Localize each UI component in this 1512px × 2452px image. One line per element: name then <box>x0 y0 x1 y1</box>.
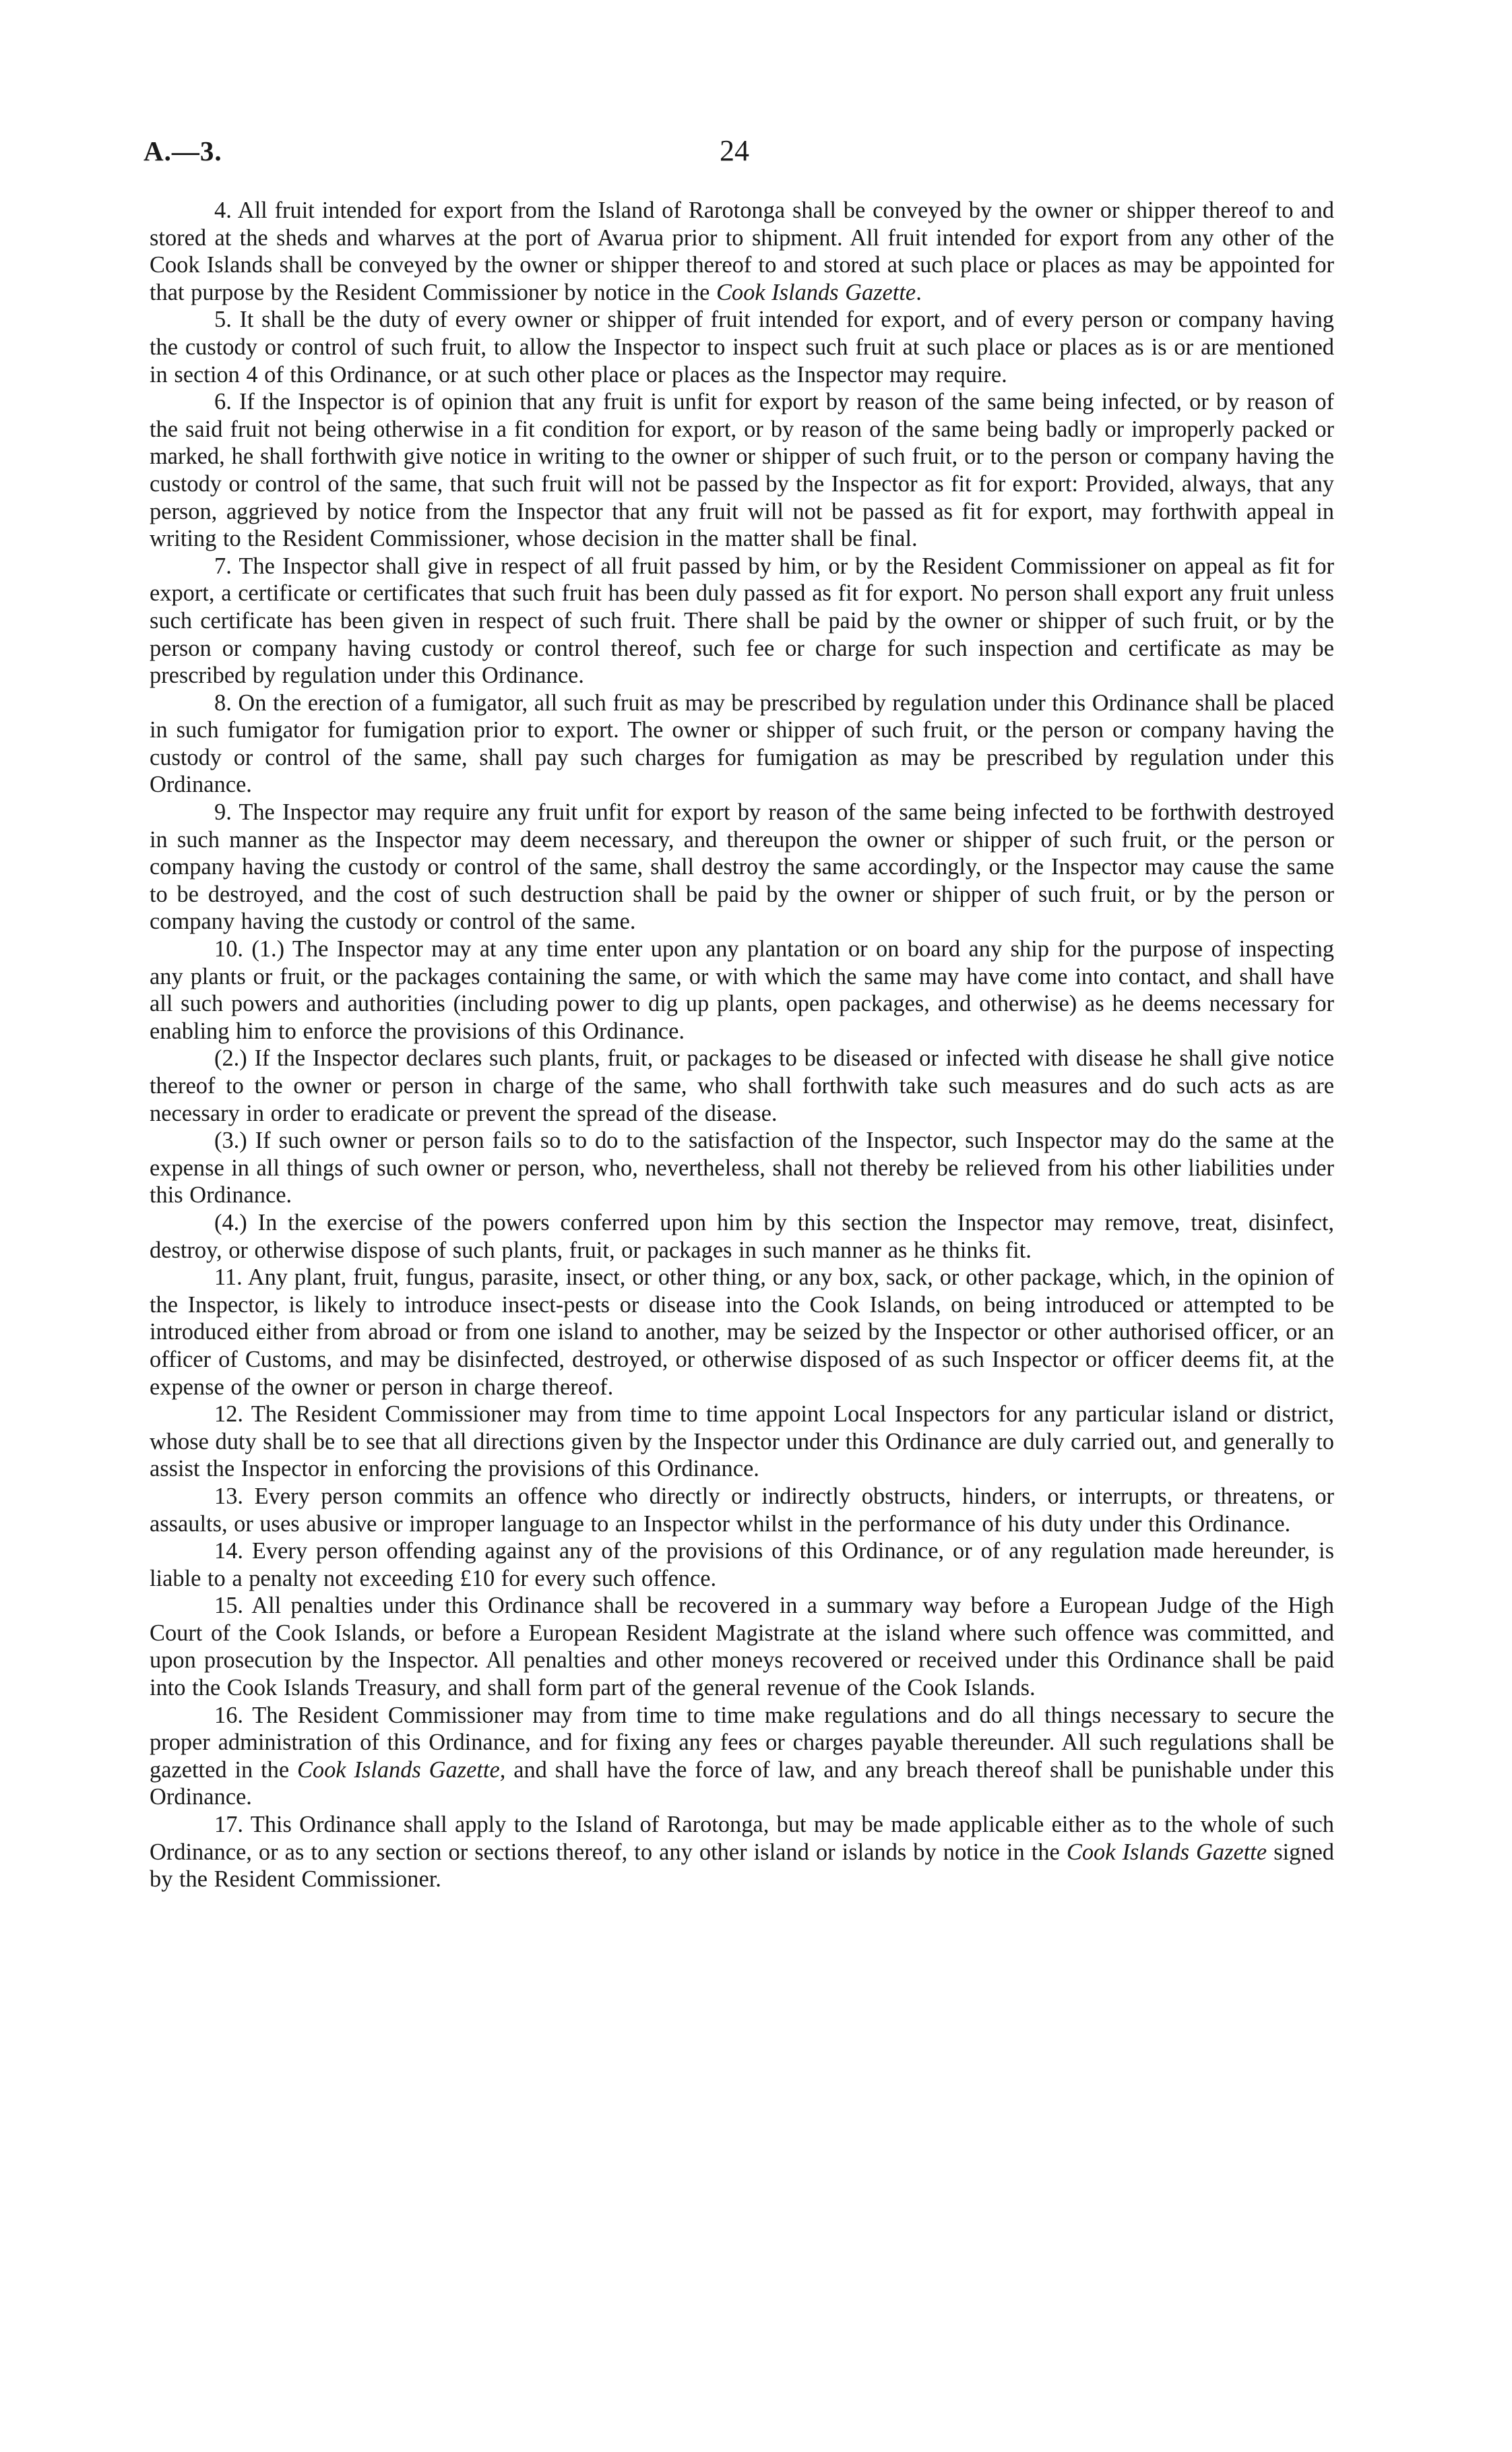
section-4-end: . <box>916 279 922 305</box>
section-13: 13. Every person commits an offence who directly or indirectly obstructs, hinders, or interrupts, or threatens, or assaults, or uses abusive or improper language to an Inspector whilst in the performance of his duty under this Ordinance. <box>150 1483 1334 1537</box>
section-17 <box>150 1811 1334 1893</box>
section-16 <box>150 1702 1334 1811</box>
ordinance-text <box>150 197 1334 1893</box>
section-12: 12. The Resident Commissioner may from time to time appoint Local Inspectors for any particular island or district, whose duty shall be to see that all directions given by the Inspector under this Ordinance are duly carried out, and generally to assist the Inspector in enforcing the provisions of this Ordinance. <box>150 1401 1334 1482</box>
section-9: 9. The Inspector may require any fruit unfit for export by reason of the same being infected to be forthwith destroyed in such manner as the Inspector may deem necessary, and thereupon the owner or shipper of such fruit, or the person or company having the custody or control of the same, shall destroy the same accordingly, or the Inspector may cause the same to be destroyed, and the cost of such destruction shall be paid by the owner or shipper of such fruit, or by the person or company having the custody or control of the same. <box>150 799 1334 935</box>
gazette-title: Cook Islands Gazette <box>1066 1839 1267 1865</box>
section-10-1: 10. (1.) The Inspector may at any time enter upon any plantation or on board any ship for the purpose of inspecting any plants or fruit, or the packages containing the same, or with which the same may have come into contact, and shall have all such powers and authorities (including power to dig up plants, open packages, and otherwise) as he deems necessary for enabling him to enforce the provisions of this Ordinance. <box>150 936 1334 1044</box>
gazette-title: Cook Islands Gazette, <box>296 1756 506 1783</box>
section-7: 7. The Inspector shall give in respect of all fruit passed by him, or by the Resident Commissioner on appeal as fit for export, a certificate or certificates that such fruit has been duly passed as fit for export. No person shall export any fruit unless such certificate has been given in respect of such fruit. There shall be paid by the owner or shipper of such fruit, or by the person or company having custody or control thereof, such fee or charge for such inspection and certificate as may be prescribed by regulation under this Ordinance. <box>150 553 1334 689</box>
section-4-text: 4. All fruit intended for export from the Island of Rarotonga shall be conveyed by the owner or shipper thereof to and stored at the sheds and wharves at the port of Avarua prior to shipment. All fruit intended for export from any other of the Cook Islands shall be conveyed by the owner or shipper thereof to and stored at such place or places as may be appointed for that purpose by the Resident Commissioner by notice in the <box>150 197 1334 305</box>
section-16-end: and shall have the force of law, and any breach thereof shall be punishable under this Ordinance. <box>150 1756 1334 1810</box>
section-4 <box>150 197 1334 306</box>
section-17-text: 17. This Ordinance shall apply to the Island of Rarotonga, but may be made applicable either as to the whole of such Ordinance, or as to any section or sections thereof, to any other island or islands by notice in the <box>150 1812 1334 1865</box>
gazette-title: Cook Islands Gazette <box>716 279 916 305</box>
section-14: 14. Every person offending against any of the provisions of this Ordinance, or of any regulation made hereunder, is liable to a penalty not exceeding £10 for every such offence. <box>150 1538 1334 1591</box>
section-5: 5. It shall be the duty of every owner or shipper of fruit intended for export, and of every person or company having the custody or control of such fruit, to allow the Inspector to inspect such fruit at such place or places as is or are mentioned in section 4 of this Ordinance, or at such other place or places as the Inspector may require. <box>150 307 1334 388</box>
section-10-4: (4.) In the exercise of the powers conferred upon him by this section the Inspector may remove, treat, disinfect, destroy, or otherwise dispose of such plants, fruit, or packages in such manner as he thinks fit. <box>150 1209 1334 1263</box>
section-15: 15. All penalties under this Ordinance shall be recovered in a summary way before a European Judge of the High Court of the Cook Islands, or before a European Resident Magistrate at the island where such offence was committed, and upon prosecution by the Inspector. All penalties and other moneys recovered or received under this Ordinance shall be paid into the Cook Islands Treasury, and shall form part of the general revenue of the Cook Islands. <box>150 1593 1334 1701</box>
section-8: 8. On the erection of a fumigator, all such fruit as may be prescribed by regulation under this Ordinance shall be placed in such fumigator for fumigation prior to export. The owner or shipper of such fruit, or the person or company having the custody or control of the same, shall pay such charges for fumigation as may be prescribed by regulation under this Ordinance. <box>150 689 1334 798</box>
section-10-3: (3.) If such owner or person fails so to do to the satisfaction of the Inspector, such Inspector may do the same at the expense in all things of such owner or person, who, nevertheless, shall not thereby be relieved from his other liabilities under this Ordinance. <box>150 1128 1334 1208</box>
section-11: 11. Any plant, fruit, fungus, parasite, insect, or other thing, or any box, sack, or other package, which, in the opinion of the Inspector, is likely to introduce insect-pests or disease into the Cook Islands, on being introduced or attempted to be introduced either from abroad or from one island to another, may be seized by the Inspector or other authorised officer, or an officer of Customs, and may be disinfected, destroyed, or otherwise disposed of as such Inspector or officer deems fit, at the expense of the owner or person in charge thereof. <box>150 1264 1334 1400</box>
section-17-end: signed by the Resident Commissioner. <box>150 1839 1335 1893</box>
section-10-2: (2.) If the Inspector declares such plants, fruit, or packages to be diseased or infected with disease he shall give notice thereof to the owner or person in charge of the same, who shall forthwith take such measures and do such acts as are necessary in order to eradicate or prevent the spread of the disease. <box>150 1045 1334 1126</box>
section-6: 6. If the Inspector is of opinion that any fruit is unfit for export by reason of the same being infected, or by reason of the said fruit not being otherwise in a fit condition for export, or by reason of the same being badly or improperly packed or marked, he shall forthwith give notice in writing to the owner or shipper of such fruit, or to the person or company having the custody or control of the same, that such fruit will not be passed by the Inspector as fit for export: Provided, always, that any person, aggrieved by notice from the Inspector that any fruit will not be passed as fit for export, may forthwith appeal in writing to the Resident Commissioner, whose decision in the matter shall be final. <box>150 389 1334 552</box>
section-16-text: 16. The Resident Commissioner may from time to time make regulations and do all things necessary to secure the proper administration of this Ordinance, and for fixing any fees or charges payable thereunder. All such regulations shall be gazetted in the <box>150 1702 1334 1783</box>
document-reference: A.—3. <box>144 135 222 166</box>
page-number: 24 <box>720 134 749 167</box>
